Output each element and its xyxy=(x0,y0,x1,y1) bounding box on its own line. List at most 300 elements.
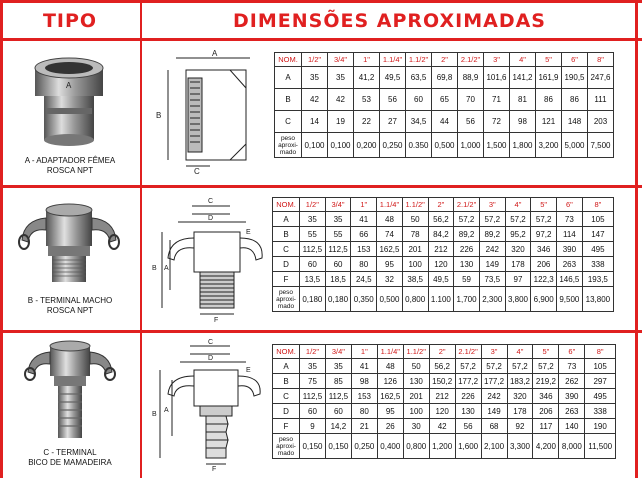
value-cell: 98 xyxy=(510,111,536,133)
size-cell: 2" xyxy=(429,345,455,359)
size-cell: 4" xyxy=(510,53,536,67)
weight-cell: 3,200 xyxy=(536,133,562,158)
column-divider xyxy=(140,0,142,478)
value-cell: 57,2 xyxy=(531,212,557,227)
weight-cell: 0,800 xyxy=(402,287,428,312)
size-cell: 2.1/2" xyxy=(454,198,480,212)
value-cell: 117 xyxy=(533,419,559,434)
row-label: F xyxy=(273,272,300,287)
value-cell: 80 xyxy=(351,404,377,419)
value-cell: 149 xyxy=(479,257,505,272)
value-cell: 56,2 xyxy=(428,212,454,227)
value-cell: 247,6 xyxy=(588,67,614,89)
value-cell: 86 xyxy=(562,89,588,111)
weight-cell: 1,200 xyxy=(429,434,455,459)
top-rule xyxy=(0,0,642,3)
value-cell: 146,5 xyxy=(557,272,583,287)
value-cell: 35 xyxy=(300,212,326,227)
value-cell: 190 xyxy=(585,419,616,434)
value-cell: 162,5 xyxy=(377,389,403,404)
size-cell: 8" xyxy=(585,345,616,359)
value-cell: 81 xyxy=(510,89,536,111)
value-cell: 111 xyxy=(588,89,614,111)
value-cell: 73 xyxy=(557,212,583,227)
value-cell: 57,2 xyxy=(454,212,480,227)
value-cell: 320 xyxy=(507,389,533,404)
size-cell: 4" xyxy=(505,198,531,212)
size-cell: 3" xyxy=(484,53,510,67)
value-cell: 212 xyxy=(428,242,454,257)
table-row xyxy=(273,404,616,419)
value-cell: 495 xyxy=(585,389,616,404)
weight-cell: 8,000 xyxy=(559,434,585,459)
weight-cell: 0,250 xyxy=(351,434,377,459)
value-cell: 69,8 xyxy=(432,67,458,89)
value-cell: 41,2 xyxy=(354,67,380,89)
drawing-c-label-f: F xyxy=(212,466,217,472)
value-cell: 13,5 xyxy=(300,272,326,287)
dimension-table-c xyxy=(272,344,616,459)
weight-cell: 1.100 xyxy=(428,287,454,312)
size-cell: 1.1/4" xyxy=(380,53,406,67)
size-cell: 1" xyxy=(351,345,377,359)
value-cell: 56 xyxy=(380,89,406,111)
value-cell: 57,2 xyxy=(507,359,533,374)
value-cell: 390 xyxy=(557,242,583,257)
weight-cell: 0,800 xyxy=(403,434,429,459)
size-cell: 4" xyxy=(507,345,533,359)
value-cell: 60 xyxy=(300,404,326,419)
value-cell: 60 xyxy=(300,257,326,272)
caption-a xyxy=(0,156,140,176)
size-cell: 1.1/2" xyxy=(402,198,428,212)
value-cell: 226 xyxy=(454,242,480,257)
drawing-c-label-b: B xyxy=(152,411,157,418)
table-row xyxy=(273,272,614,287)
value-cell: 60 xyxy=(325,404,351,419)
weight-cell: 5,000 xyxy=(562,133,588,158)
row-divider-1 xyxy=(0,185,642,188)
drawing-b-label-e: E xyxy=(246,229,251,236)
value-cell: 42 xyxy=(302,89,328,111)
weight-cell: 1,500 xyxy=(484,133,510,158)
table-row xyxy=(273,419,616,434)
weight-cell: 0,350 xyxy=(351,287,377,312)
value-cell: 49,5 xyxy=(428,272,454,287)
value-cell: 56 xyxy=(455,419,481,434)
value-cell: 130 xyxy=(454,257,480,272)
value-cell: 141,2 xyxy=(510,67,536,89)
terminal-bico-photo xyxy=(22,338,118,444)
value-cell: 73,5 xyxy=(479,272,505,287)
drawing-c-label-e: E xyxy=(246,367,251,374)
weight-label: peso aproxi- mado xyxy=(273,434,300,459)
value-cell: 78 xyxy=(402,227,428,242)
size-cell: 3/4" xyxy=(325,345,351,359)
caption-a-line2: ROSCA NPT xyxy=(46,166,94,175)
weight-cell: 0,150 xyxy=(300,434,326,459)
value-cell: 22 xyxy=(354,111,380,133)
value-cell: 120 xyxy=(428,257,454,272)
value-cell: 346 xyxy=(533,389,559,404)
weight-row xyxy=(275,133,614,158)
row-label: F xyxy=(273,419,300,434)
value-cell: 178 xyxy=(507,404,533,419)
value-cell: 63,5 xyxy=(406,67,432,89)
value-cell: 140 xyxy=(559,419,585,434)
value-cell: 9 xyxy=(300,419,326,434)
drawing-b-label-b: B xyxy=(152,265,157,272)
weight-cell: 1,000 xyxy=(458,133,484,158)
drawing-b-label-f: F xyxy=(214,317,219,322)
value-cell: 56,2 xyxy=(429,359,455,374)
value-cell: 48 xyxy=(377,212,403,227)
table-row xyxy=(273,389,616,404)
value-cell: 95 xyxy=(377,257,403,272)
terminal-bico-drawing xyxy=(150,336,266,472)
value-cell: 27 xyxy=(380,111,406,133)
size-cell: 1" xyxy=(354,53,380,67)
weight-cell: 0,500 xyxy=(432,133,458,158)
table-row xyxy=(273,374,616,389)
row-label: B xyxy=(273,227,300,242)
value-cell: 74 xyxy=(377,227,403,242)
value-cell: 57,2 xyxy=(481,359,507,374)
value-cell: 219,2 xyxy=(533,374,559,389)
drawing-b-label-d: D xyxy=(208,215,214,222)
value-cell: 262 xyxy=(559,374,585,389)
value-cell: 89,2 xyxy=(479,227,505,242)
value-cell: 75 xyxy=(300,374,326,389)
dimension-table-a xyxy=(274,52,614,158)
value-cell: 56 xyxy=(458,111,484,133)
row-label: C xyxy=(273,389,300,404)
weight-cell: 3,300 xyxy=(507,434,533,459)
svg-text:A: A xyxy=(66,81,72,90)
weight-cell: 2,100 xyxy=(481,434,507,459)
value-cell: 14,2 xyxy=(325,419,351,434)
value-cell: 97 xyxy=(505,272,531,287)
value-cell: 35 xyxy=(302,67,328,89)
row-label: D xyxy=(273,257,300,272)
weight-cell: 9,500 xyxy=(557,287,583,312)
size-cell: 1.1/2" xyxy=(406,53,432,67)
value-cell: 50 xyxy=(403,359,429,374)
value-cell: 297 xyxy=(585,374,616,389)
weight-cell: 0,400 xyxy=(377,434,403,459)
weight-cell: 1,800 xyxy=(510,133,536,158)
value-cell: 97,2 xyxy=(531,227,557,242)
size-cell: 6" xyxy=(559,345,585,359)
adaptador-femea-drawing xyxy=(150,48,262,176)
size-cell: 2" xyxy=(432,53,458,67)
value-cell: 35 xyxy=(325,359,351,374)
value-cell: 35 xyxy=(300,359,326,374)
value-cell: 495 xyxy=(582,242,613,257)
value-cell: 57,2 xyxy=(455,359,481,374)
caption-c xyxy=(0,448,140,468)
row-label: B xyxy=(275,89,302,111)
size-cell: 6" xyxy=(562,53,588,67)
value-cell: 130 xyxy=(403,374,429,389)
value-cell: 201 xyxy=(403,389,429,404)
value-cell: 112,5 xyxy=(325,242,351,257)
size-cell: 3" xyxy=(481,345,507,359)
weight-cell: 0,500 xyxy=(377,287,403,312)
value-cell: 38,5 xyxy=(402,272,428,287)
value-cell: 148 xyxy=(562,111,588,133)
table-row xyxy=(273,242,614,257)
size-cell: 5" xyxy=(533,345,559,359)
caption-c-line1: C - TERMINAL xyxy=(43,448,97,457)
value-cell: 390 xyxy=(559,389,585,404)
value-cell: 112,5 xyxy=(325,389,351,404)
size-cell: 3/4" xyxy=(325,198,351,212)
weight-cell: 7,500 xyxy=(588,133,614,158)
value-cell: 105 xyxy=(582,212,613,227)
table-row xyxy=(275,67,614,89)
weight-cell: 0,150 xyxy=(325,434,351,459)
value-cell: 44 xyxy=(432,111,458,133)
table-row xyxy=(273,227,614,242)
value-cell: 57,2 xyxy=(505,212,531,227)
value-cell: 105 xyxy=(585,359,616,374)
value-cell: 263 xyxy=(559,404,585,419)
value-cell: 34,5 xyxy=(406,111,432,133)
weight-cell: 0,250 xyxy=(380,133,406,158)
weight-cell: 0,180 xyxy=(325,287,351,312)
weight-cell: 0,100 xyxy=(328,133,354,158)
value-cell: 85 xyxy=(325,374,351,389)
size-cell: 2" xyxy=(428,198,454,212)
value-cell: 112,5 xyxy=(300,389,326,404)
weight-row xyxy=(273,287,614,312)
weight-cell: 0,180 xyxy=(300,287,326,312)
drawing-c-label-c: C xyxy=(208,339,214,346)
terminal-macho-photo xyxy=(14,200,124,290)
terminal-macho-drawing xyxy=(148,194,266,322)
value-cell: 19 xyxy=(328,111,354,133)
tipo-heading: TIPO xyxy=(42,10,98,32)
value-cell: 71 xyxy=(484,89,510,111)
value-cell: 59 xyxy=(454,272,480,287)
row-label: A xyxy=(275,67,302,89)
dimension-table-b xyxy=(272,197,614,312)
drawing-b-label-c: C xyxy=(208,198,214,205)
value-cell: 153 xyxy=(351,389,377,404)
value-cell: 55 xyxy=(300,227,326,242)
value-cell: 65 xyxy=(432,89,458,111)
value-cell: 114 xyxy=(557,227,583,242)
value-cell: 49,5 xyxy=(380,67,406,89)
value-cell: 24,5 xyxy=(351,272,377,287)
row-label: A xyxy=(273,212,300,227)
value-cell: 30 xyxy=(403,419,429,434)
weight-cell: 6,900 xyxy=(531,287,557,312)
weight-label: peso aproxi- mado xyxy=(275,133,302,158)
value-cell: 60 xyxy=(325,257,351,272)
row-label: A xyxy=(273,359,300,374)
value-cell: 35 xyxy=(325,212,351,227)
table-row xyxy=(273,359,616,374)
value-cell: 346 xyxy=(531,242,557,257)
table-row xyxy=(273,212,614,227)
value-cell: 66 xyxy=(351,227,377,242)
value-cell: 150,2 xyxy=(429,374,455,389)
value-cell: 112,5 xyxy=(300,242,326,257)
row-divider-2 xyxy=(0,330,642,333)
size-cell: 2.1/2" xyxy=(458,53,484,67)
value-cell: 32 xyxy=(377,272,403,287)
value-cell: 55 xyxy=(325,227,351,242)
size-cell: 1.1/4" xyxy=(377,345,403,359)
adaptador-femea-photo xyxy=(28,50,110,150)
value-cell: 320 xyxy=(505,242,531,257)
value-cell: 42 xyxy=(429,419,455,434)
size-cell: 5" xyxy=(531,198,557,212)
size-cell: 8" xyxy=(582,198,613,212)
value-cell: 50 xyxy=(402,212,428,227)
value-cell: 242 xyxy=(479,242,505,257)
value-cell: 177,2 xyxy=(481,374,507,389)
value-cell: 120 xyxy=(429,404,455,419)
header-rule xyxy=(0,38,642,41)
value-cell: 178 xyxy=(505,257,531,272)
value-cell: 226 xyxy=(455,389,481,404)
size-cell: 8" xyxy=(588,53,614,67)
caption-c-line2: BICO DE MAMADEIRA xyxy=(28,458,112,467)
value-cell: 206 xyxy=(531,257,557,272)
value-cell: 70 xyxy=(458,89,484,111)
value-cell: 161,9 xyxy=(536,67,562,89)
value-cell: 122,3 xyxy=(531,272,557,287)
size-cell: 1/2" xyxy=(302,53,328,67)
value-cell: 95 xyxy=(377,404,403,419)
size-cell: 1.1/2" xyxy=(403,345,429,359)
value-cell: 41 xyxy=(351,359,377,374)
value-cell: 183,2 xyxy=(507,374,533,389)
value-cell: 73 xyxy=(559,359,585,374)
value-cell: 338 xyxy=(585,404,616,419)
value-cell: 26 xyxy=(377,419,403,434)
caption-b-line2: ROSCA NPT xyxy=(46,306,94,315)
value-cell: 147 xyxy=(582,227,613,242)
drawing-c-label-d: D xyxy=(208,355,214,362)
size-cell: 3/4" xyxy=(328,53,354,67)
value-cell: 35 xyxy=(328,67,354,89)
caption-b xyxy=(0,296,140,316)
weight-cell: 1,600 xyxy=(455,434,481,459)
drawing-a-label-a: A xyxy=(212,49,218,58)
weight-cell: 0,200 xyxy=(354,133,380,158)
value-cell: 60 xyxy=(406,89,432,111)
drawing-c-label-a: A xyxy=(164,407,169,414)
value-cell: 130 xyxy=(455,404,481,419)
drawing-a-label-b: B xyxy=(156,111,162,120)
weight-row xyxy=(273,434,616,459)
size-cell: 6" xyxy=(557,198,583,212)
value-cell: 98 xyxy=(351,374,377,389)
value-cell: 242 xyxy=(481,389,507,404)
table-header-row xyxy=(275,53,614,67)
value-cell: 100 xyxy=(403,404,429,419)
dimensoes-heading: DIMENSÕES APROXIMADAS xyxy=(233,10,546,32)
drawing-b-label-a: A xyxy=(164,265,169,272)
table-row xyxy=(273,257,614,272)
value-cell: 18,5 xyxy=(325,272,351,287)
weight-cell: 3,800 xyxy=(505,287,531,312)
value-cell: 89,2 xyxy=(454,227,480,242)
table-header-row xyxy=(273,345,616,359)
value-cell: 162,5 xyxy=(377,242,403,257)
value-cell: 88,9 xyxy=(458,67,484,89)
value-cell: 48 xyxy=(377,359,403,374)
value-cell: 14 xyxy=(302,111,328,133)
size-cell: 5" xyxy=(536,53,562,67)
value-cell: 206 xyxy=(533,404,559,419)
weight-cell: 0,100 xyxy=(302,133,328,158)
value-cell: 80 xyxy=(351,257,377,272)
value-cell: 84,2 xyxy=(428,227,454,242)
size-cell: 3" xyxy=(479,198,505,212)
value-cell: 121 xyxy=(536,111,562,133)
size-cell: 2.1/2" xyxy=(455,345,481,359)
value-cell: 153 xyxy=(351,242,377,257)
weight-cell: 13,800 xyxy=(582,287,613,312)
value-cell: 149 xyxy=(481,404,507,419)
caption-b-line1: B - TERMINAL MACHO xyxy=(27,296,113,305)
value-cell: 201 xyxy=(402,242,428,257)
size-cell: 1.1/4" xyxy=(377,198,403,212)
weight-cell: 0.350 xyxy=(406,133,432,158)
value-cell: 57,2 xyxy=(479,212,505,227)
weight-cell: 2,300 xyxy=(479,287,505,312)
value-cell: 100 xyxy=(402,257,428,272)
value-cell: 42 xyxy=(328,89,354,111)
value-cell: 21 xyxy=(351,419,377,434)
value-cell: 193,5 xyxy=(582,272,613,287)
weight-label: peso aproxi- mado xyxy=(273,287,300,312)
value-cell: 177,2 xyxy=(455,374,481,389)
table-row xyxy=(275,111,614,133)
row-label: C xyxy=(275,111,302,133)
table-row xyxy=(275,89,614,111)
value-cell: 53 xyxy=(354,89,380,111)
value-cell: 338 xyxy=(582,257,613,272)
value-cell: 190,5 xyxy=(562,67,588,89)
row-label: D xyxy=(273,404,300,419)
value-cell: 95,2 xyxy=(505,227,531,242)
size-cell: 1" xyxy=(351,198,377,212)
value-cell: 126 xyxy=(377,374,403,389)
table-header-row xyxy=(273,198,614,212)
value-cell: 92 xyxy=(507,419,533,434)
size-cell: 1/2" xyxy=(300,198,326,212)
drawing-a-label-c: C xyxy=(194,167,200,176)
value-cell: 41 xyxy=(351,212,377,227)
value-cell: 203 xyxy=(588,111,614,133)
value-cell: 68 xyxy=(481,419,507,434)
nom-label: NOM. xyxy=(273,198,300,212)
value-cell: 212 xyxy=(429,389,455,404)
weight-cell: 11,500 xyxy=(585,434,616,459)
value-cell: 57,2 xyxy=(533,359,559,374)
value-cell: 72 xyxy=(484,111,510,133)
value-cell: 101,6 xyxy=(484,67,510,89)
size-cell: 1/2" xyxy=(300,345,326,359)
value-cell: 86 xyxy=(536,89,562,111)
row-label: C xyxy=(273,242,300,257)
